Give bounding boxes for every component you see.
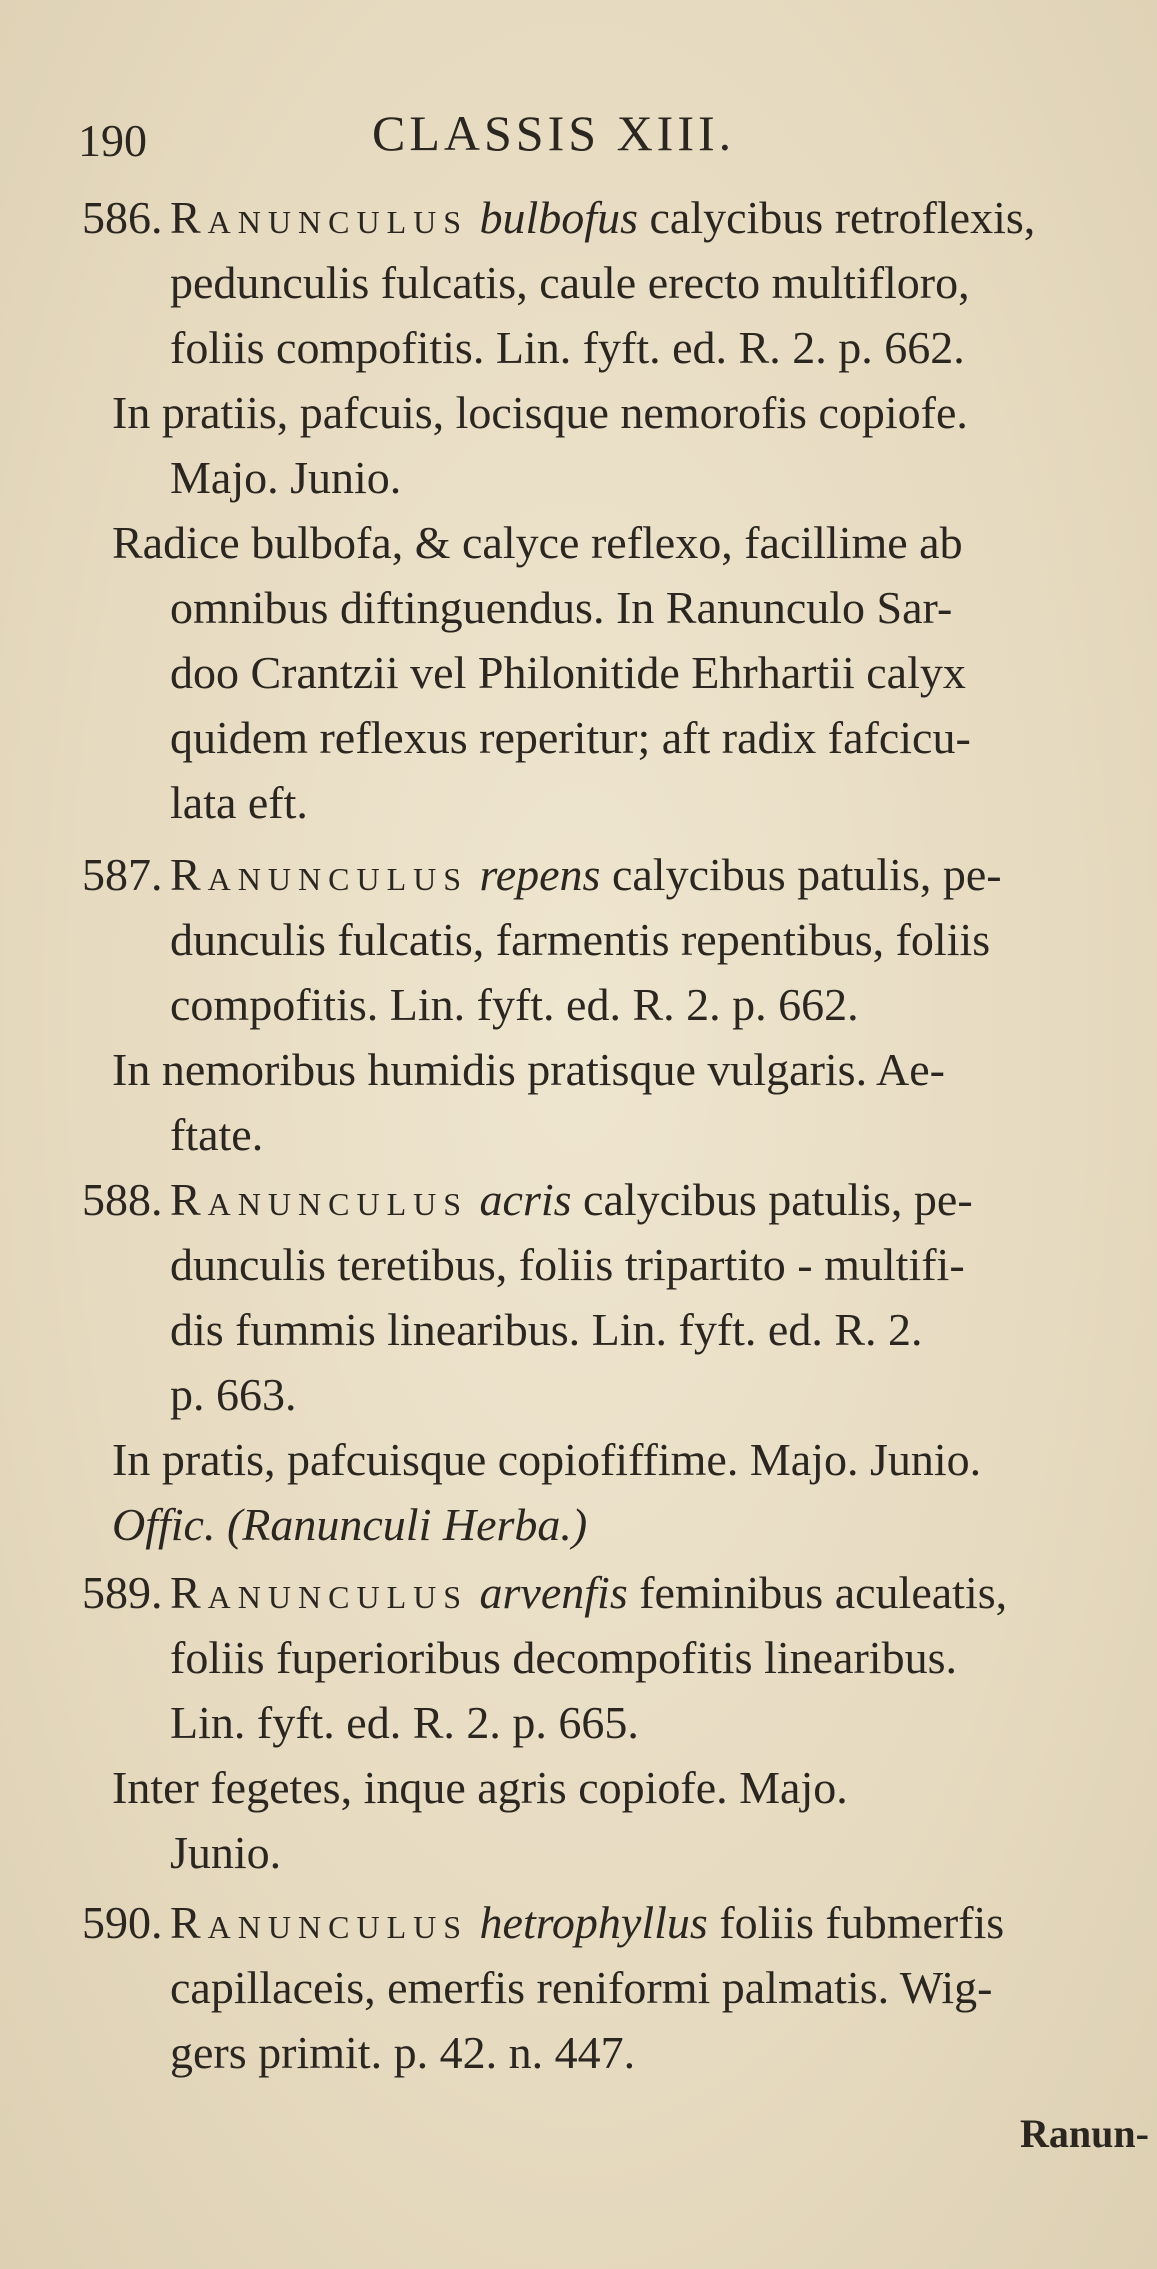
habitat-line: Majo. Junio. <box>170 452 402 503</box>
species-epithet: acris <box>479 1174 572 1225</box>
note-line: doo Crantzii vel Philonitide Ehrhartii calyx <box>170 647 966 698</box>
diagnosis-line: pedunculis fulcatis, caule erecto multifloro, <box>170 257 970 308</box>
genus-name: Ranunculus <box>170 1567 469 1618</box>
diagnosis-line: compofitis. Lin. fyft. ed. R. 2. p. 662. <box>170 979 859 1030</box>
species-epithet: repens <box>479 849 601 900</box>
note-line: lata eft. <box>170 777 308 828</box>
diagnosis-line: capillaceis, emerfis reniformi palmatis. Wig- <box>170 1962 993 2013</box>
habitat-line: In nemoribus humidis pratisque vulgaris. Ae- <box>112 1044 945 1095</box>
species-epithet: bulbofus <box>479 192 638 243</box>
genus-name: Ranunculus <box>170 1897 469 1948</box>
diagnosis-line: foliis fuperioribus decompofitis linearibus. <box>170 1632 957 1683</box>
catchword: Ranun- <box>1020 2111 1149 2156</box>
habitat-line: In pratiis, pafcuis, locisque nemorofis copiofe. <box>112 387 968 438</box>
diagnosis-line: foliis compofitis. Lin. fyft. ed. R. 2. p. 662. <box>170 322 965 373</box>
habitat-line: Inter fegetes, inque agris copiofe. Majo. <box>112 1762 848 1813</box>
entry-first-line <box>170 1563 1007 1623</box>
officinal-line: Offic. (Ranunculi Herba.) <box>112 1499 588 1550</box>
diagnosis-line: dunculis fulcatis, farmentis repentibus, foliis <box>170 914 991 965</box>
genus-name: Ranunculus <box>170 192 469 243</box>
habitat-line: Junio. <box>170 1827 282 1878</box>
genus-name: Ranunculus <box>170 849 469 900</box>
diagnosis-line: dunculis teretibus, foliis tripartito - multifi- <box>170 1239 965 1290</box>
entry-number: 587. <box>82 849 163 900</box>
habitat-line: ftate. <box>170 1109 264 1160</box>
running-head: CLASSIS XIII. <box>372 105 736 161</box>
genus-name: Ranunculus <box>170 1174 469 1225</box>
page-number: 190 <box>78 115 147 166</box>
species-epithet: arvenfis <box>479 1567 628 1618</box>
diagnosis-line: dis fummis linearibus. Lin. fyft. ed. R. 2. <box>170 1304 923 1355</box>
entry-first-line <box>170 1170 973 1230</box>
entry-first-line <box>170 1893 1004 1953</box>
diagnosis-text: calycibus patulis, pe- <box>611 849 1002 900</box>
note-line: Radice bulbofa, & calyce reflexo, facillime ab <box>112 517 963 568</box>
species-epithet: hetrophyllus <box>479 1897 708 1948</box>
entry-first-line <box>170 188 1035 248</box>
habitat-line: In pratis, pafcuisque copiofiffime. Majo. Junio. <box>112 1434 982 1485</box>
entry-number: 589. <box>82 1567 163 1618</box>
diagnosis-line: Lin. fyft. ed. R. 2. p. 665. <box>170 1697 639 1748</box>
diagnosis-text: foliis fubmerfis <box>719 1897 1005 1948</box>
diagnosis-text: calycibus patulis, pe- <box>583 1174 973 1225</box>
note-line: omnibus diftinguendus. In Ranunculo Sar- <box>170 582 953 633</box>
entry-number: 590. <box>82 1897 163 1948</box>
entry-first-line <box>170 845 1002 905</box>
diagnosis-text: calycibus retroflexis, <box>649 192 1036 243</box>
diagnosis-line: p. 663. <box>170 1369 297 1420</box>
diagnosis-text: feminibus aculeatis, <box>639 1567 1008 1618</box>
entry-number: 586. <box>82 192 163 243</box>
page-header <box>0 96 1157 166</box>
note-line: quidem reflexus reperitur; aft radix fafcicu- <box>170 712 971 763</box>
diagnosis-line: gers primit. p. 42. n. 447. <box>170 2027 636 2078</box>
entry-number: 588. <box>82 1174 163 1225</box>
